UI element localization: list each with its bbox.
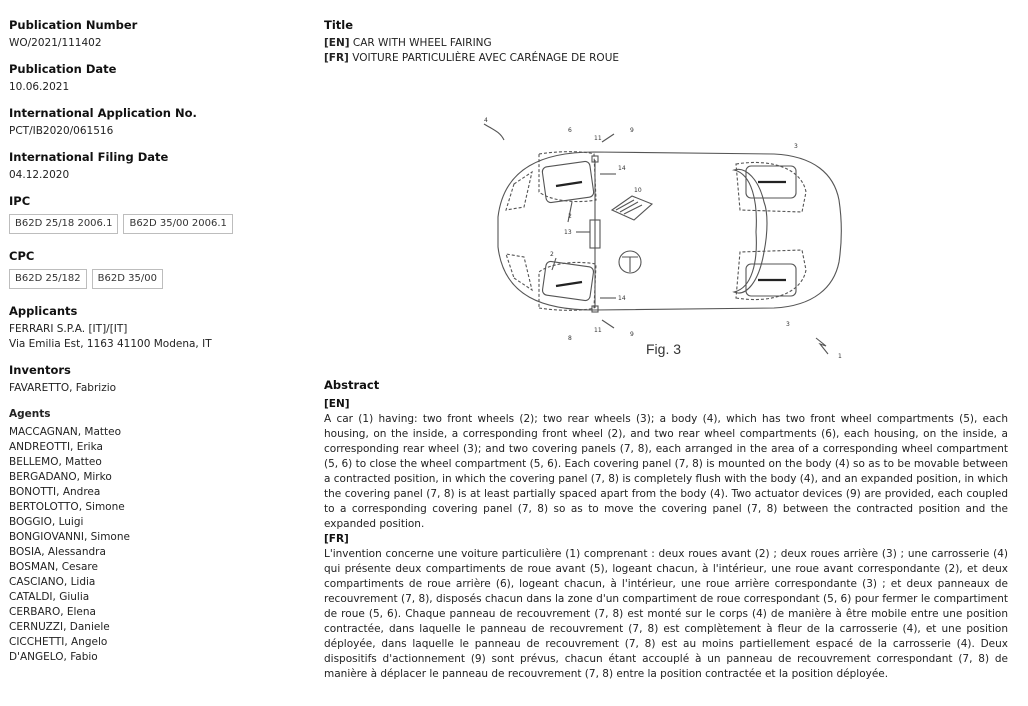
agents-section (9, 407, 299, 665)
figure-caption: Fig. 3 (646, 341, 682, 357)
publication-number-label: Publication Number (9, 18, 138, 32)
abstract-fr-text: L'invention concerne une voiture particulière (1) comprenant : deux roues avant (2) ; deux roues arrière (3) ; une carrosserie (4) qui présente deux compartiments de roue avant (5), logeant chacun, à l'intérieur, une roue avant correspondante (2), et deux compartiments de roue arrière (6), logeant chacun, à l'intérieur, une roue arrière correspondante (3) ; et deux panneaux de recouvrement (7, 8), disposés chacun dans la zone d'un compartiment de roue correspondant (5, 6) pour fermer le compartiment de roue (5, 6). Chaque panneau de recouvrement (7, 8) est monté sur le corps (4) de manière à être mobile entre une position contractée, dans laquelle le panneau de recouvrement (7, 8) est complètement à fleur de la carrosserie (4), et une position déployée, dans laquelle le panneau de recouvrement (7, 8) est au moins partiellement espacé de la carrosserie (4). Deux dispositifs d'actionnement (9) sont prévus, chacun étant accouplé à un panneau de recouvrement correspondant (7, 8) de manière à déplacer le panneau de recouvrement (7, 8) entre la position contractée et la position déployée. (324, 548, 1008, 680)
applicants-label: Applicants (9, 304, 78, 318)
ref-numeral: 4 (484, 117, 488, 124)
intl-application-label: International Application No. (9, 106, 197, 120)
agent-name: D'ANGELO, Fabio (9, 651, 98, 663)
ref-numeral: 2 (550, 251, 554, 258)
title-en-text: CAR WITH WHEEL FAIRING (352, 37, 492, 49)
ipc-tag[interactable]: B62D 35/00 2006.1 (123, 214, 232, 234)
agent-name: BOSIA, Alessandra (9, 546, 106, 558)
title-fr (324, 51, 1008, 66)
control-device-detail (616, 200, 642, 214)
ref-numeral: 9 (630, 127, 634, 134)
lang-tag-en: [EN] (324, 398, 350, 410)
steering-wheel-hub (622, 257, 638, 272)
title-fr-text: VOITURE PARTICULIÈRE AVEC CARÉNAGE DE ROUE (352, 52, 620, 64)
ref-numeral: 14 (618, 165, 626, 172)
intl-filing-date-label: International Filing Date (9, 150, 169, 164)
agent-name: BONOTTI, Andrea (9, 486, 101, 498)
agent-name: CERBARO, Elena (9, 606, 96, 618)
intl-filing-date-section (9, 150, 299, 183)
cpc-tag[interactable]: B62D 25/182 (9, 269, 87, 289)
rear-window-outline (734, 169, 767, 293)
intl-application-value[interactable]: PCT/IB2020/061516 (9, 125, 114, 137)
title-label: Title (324, 18, 354, 32)
ref-numeral: 8 (568, 335, 572, 342)
cpc-section (9, 249, 299, 289)
leader-line (484, 124, 504, 140)
bibliographic-data (9, 18, 299, 676)
publication-date-label: Publication Date (9, 62, 117, 76)
intl-filing-date-value: 04.12.2020 (9, 169, 70, 181)
agent-name: MACCAGNAN, Matteo (9, 426, 122, 438)
agent-name: BOGGIO, Luigi (9, 516, 84, 528)
headlight-outline (506, 172, 532, 210)
agent-name: BERGADANO, Mirko (9, 471, 112, 483)
lang-tag-fr: [FR] (324, 52, 349, 64)
lang-tag-en: [EN] (324, 37, 350, 49)
ref-numeral: 14 (618, 295, 626, 302)
ref-numeral: 6 (568, 127, 572, 134)
ref-numeral: 2 (568, 213, 572, 220)
front-wheel (542, 161, 595, 203)
lang-tag-fr: [FR] (324, 533, 349, 545)
applicant-address: Via Emilia Est, 1163 41100 Modena, IT (9, 338, 212, 350)
leader-line (602, 320, 614, 328)
publication-date-value: 10.06.2021 (9, 81, 70, 93)
cpc-tags (9, 269, 299, 289)
publication-number-section (9, 18, 299, 51)
cpc-label: CPC (9, 249, 35, 263)
agent-name: BONGIOVANNI, Simone (9, 531, 130, 543)
inventor-name: FAVARETTO, Fabrizio (9, 382, 117, 394)
agent-name: ANDREOTTI, Erika (9, 441, 103, 453)
leader-line (602, 134, 614, 142)
headlight-outline (506, 254, 532, 290)
agent-name: CATALDI, Giulia (9, 591, 90, 603)
agent-name: CICCHETTI, Angelo (9, 636, 108, 648)
cpc-tag[interactable]: B62D 35/00 (92, 269, 163, 289)
abstract-label: Abstract (324, 378, 380, 392)
ipc-section (9, 194, 299, 234)
applicant-name: FERRARI S.P.A. [IT]/[IT] (9, 323, 128, 335)
front-arch (539, 262, 596, 310)
control-device (612, 196, 652, 220)
front-arch (539, 152, 596, 202)
ref-numeral: 3 (794, 143, 798, 150)
wheel-spindle (556, 282, 582, 286)
ipc-label: IPC (9, 194, 31, 208)
ref-numeral: 11 (594, 327, 602, 334)
wheel-spindle (556, 182, 582, 186)
ipc-tags (9, 214, 299, 234)
agents-label: Agents (9, 408, 51, 420)
publication-number-value[interactable]: WO/2021/111402 (9, 37, 102, 49)
abstract-section (324, 378, 1008, 682)
title-en (324, 36, 1008, 51)
agent-name: CASCIANO, Lidia (9, 576, 96, 588)
leader-line (552, 258, 556, 270)
agent-name: BOSMAN, Cesare (9, 561, 98, 573)
ref-numeral: 9 (630, 331, 634, 338)
publication-date-section (9, 62, 299, 95)
intl-application-section (9, 106, 299, 139)
ref-numeral: 10 (634, 187, 642, 194)
ref-numeral: 3 (786, 321, 790, 328)
applicants-section (9, 304, 299, 352)
ref-numeral: 11 (594, 135, 602, 142)
car-body-outline (498, 152, 841, 310)
abstract-en-text: A car (1) having: two front wheels (2); two rear wheels (3); a body (4), which has two front wheel compartments (5), each housing, on the inside, a corresponding front wheel (2), and two rear wheel compartments (6), each housing, on the inside, a corresponding rear wheel (3); and two covering panels (7, 8), each arranged in the area of a corresponding wheel compartment (5, 6) to close the wheel compartment (5, 6). Each covering panel (7, 8) is mounted on the body (4) so as to be movable between a contracted position, in which the covering panel (7, 8) is completely flush with the body (4), and an expanded position, in which the covering panel (7, 8) is at least partially spaced apart from the body (4). Two actuator devices (9) are provided, each coupled to a corresponding covering panel (7, 8) so as to move the covering panel (7, 8) between the contracted position and the expanded position. (324, 413, 1008, 530)
title-section (324, 18, 1008, 66)
agent-name: CERNUZZI, Daniele (9, 621, 110, 633)
agent-name: BERTOLOTTO, Simone (9, 501, 125, 513)
inventors-label: Inventors (9, 363, 71, 377)
ipc-tag[interactable]: B62D 25/18 2006.1 (9, 214, 118, 234)
leader-line (816, 338, 828, 354)
ref-numeral: 1 (838, 353, 842, 360)
inventors-section (9, 363, 299, 396)
ref-numeral: 13 (564, 229, 572, 236)
main-content (324, 18, 1008, 680)
patent-drawing[interactable] (484, 92, 864, 360)
agent-name: BELLEMO, Matteo (9, 456, 102, 468)
